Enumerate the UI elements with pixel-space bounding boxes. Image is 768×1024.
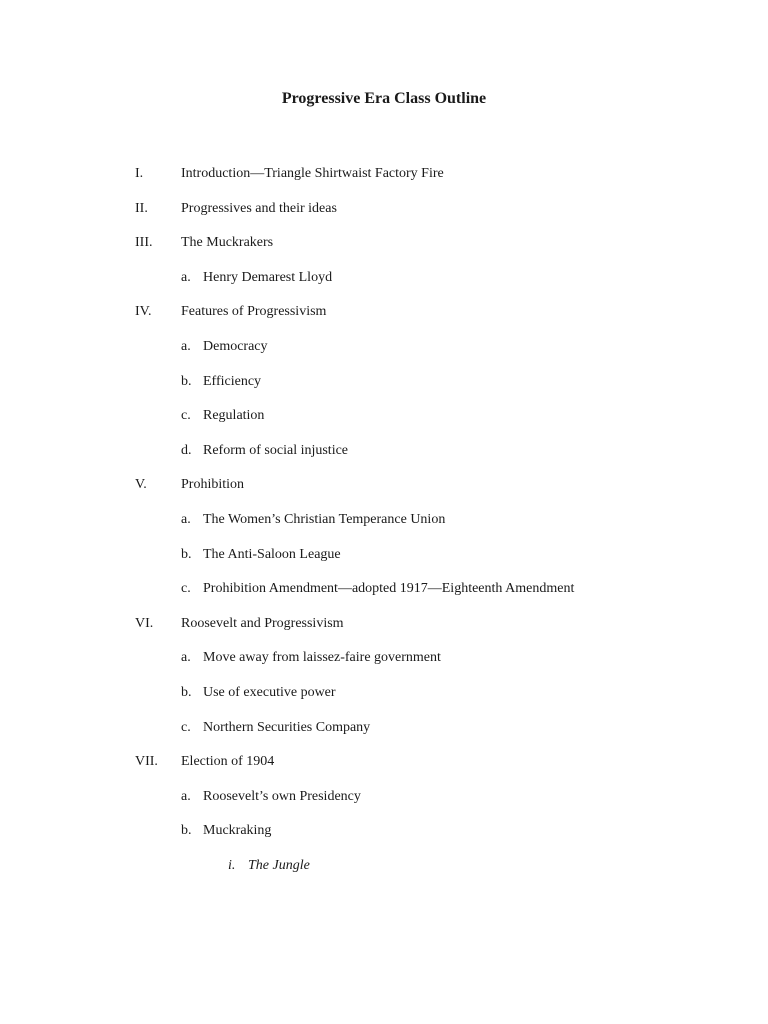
outline-marker: b. [181, 823, 192, 838]
outline-text: The Jungle [248, 858, 310, 873]
outline-text: Progressives and their ideas [181, 201, 337, 216]
outline-marker: V. [135, 477, 147, 492]
outline-text: Use of executive power [203, 685, 336, 700]
outline-text: The Anti-Saloon League [203, 547, 341, 562]
outline-marker: a. [181, 789, 191, 804]
outline-text: Prohibition Amendment—adopted 1917—Eighteenth Amendment [203, 581, 575, 596]
outline-marker: d. [181, 443, 192, 458]
outline-text: Roosevelt’s own Presidency [203, 789, 361, 804]
outline-text: Election of 1904 [181, 754, 275, 769]
outline-marker: c. [181, 581, 191, 596]
outline-marker: II. [135, 201, 148, 216]
outline-text: Regulation [203, 408, 265, 423]
outline-marker: IV. [135, 304, 152, 319]
outline-marker: b. [181, 374, 192, 389]
outline-marker: c. [181, 408, 191, 423]
page-title: Progressive Era Class Outline [281, 90, 487, 107]
outline-marker: a. [181, 339, 191, 354]
outline-marker: a. [181, 270, 191, 285]
outline-text: Efficiency [203, 374, 262, 389]
outline-marker: c. [181, 720, 191, 735]
outline-text: Henry Demarest Lloyd [203, 270, 333, 285]
outline-text: The Muckrakers [181, 235, 274, 250]
outline-text: The Women’s Christian Temperance Union [203, 512, 446, 527]
outline-text: Introduction—Triangle Shirtwaist Factory Fire [181, 166, 444, 181]
outline-text: Democracy [203, 339, 268, 354]
outline-text: Muckraking [203, 823, 272, 838]
outline-marker: a. [181, 650, 191, 665]
outline-marker: i. [228, 858, 236, 873]
outline-marker: III. [135, 235, 153, 250]
outline-marker: VII. [135, 754, 158, 769]
outline-text: Prohibition [181, 477, 245, 492]
outline-marker: a. [181, 512, 191, 527]
outline-text: Reform of social injustice [203, 443, 349, 458]
outline-marker: b. [181, 685, 192, 700]
outline-marker: b. [181, 547, 192, 562]
outline-text: Features of Progressivism [181, 304, 327, 319]
outline-text: Move away from laissez-faire government [203, 650, 441, 665]
outline-marker: VI. [135, 616, 154, 631]
outline-marker: I. [135, 166, 144, 181]
outline-text: Roosevelt and Progressivism [181, 616, 344, 631]
outline-text: Northern Securities Company [203, 720, 371, 735]
